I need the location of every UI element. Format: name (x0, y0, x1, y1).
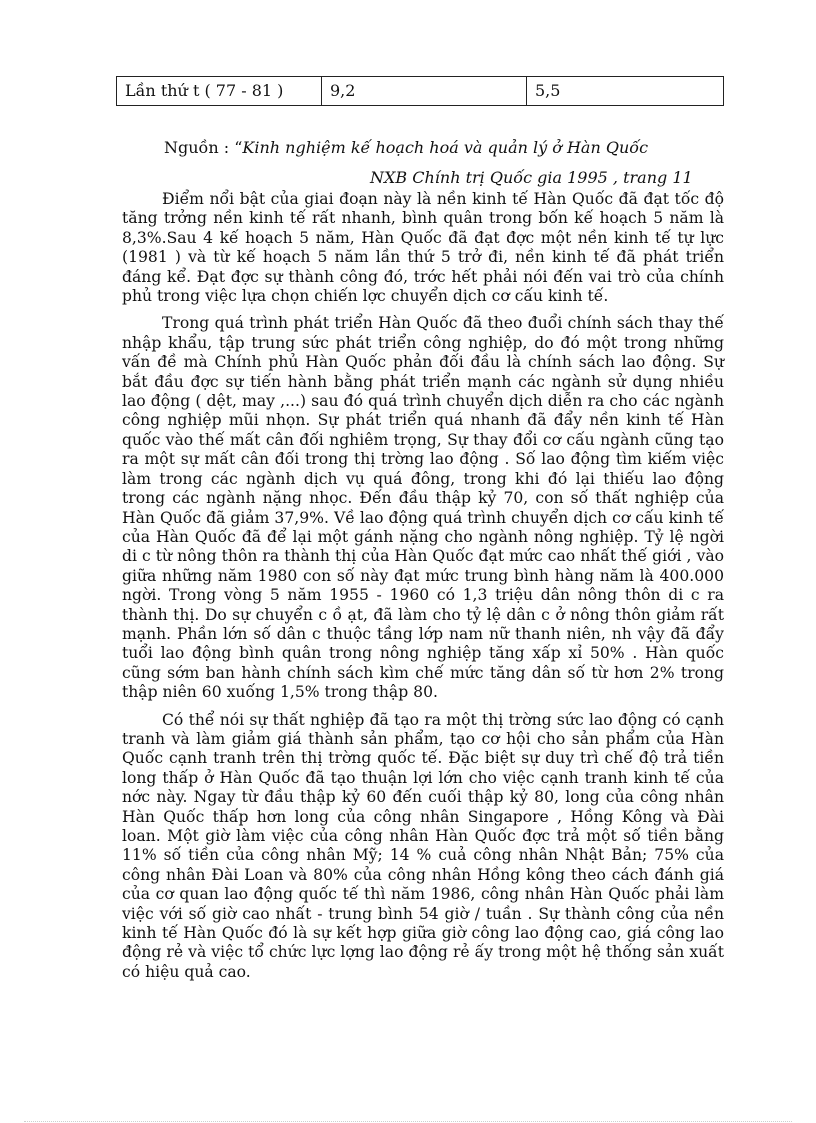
data-table (116, 76, 724, 106)
source-publisher-text: NXB Chính trị Quốc gia 1995 , trang 11 (370, 168, 693, 187)
table-cell-period: Lần thứ t ( 77 - 81 ) (117, 77, 322, 106)
page-bottom-divider (24, 1121, 792, 1122)
table-row (117, 77, 724, 106)
paragraph-1: Điểm nổi bật của giai đoạn này là nền kinh tế Hàn Quốc đã đạt tốc độ tăng trởng nền kinh tế rất nhanh, bình quân trong bốn kế hoạch 5 năm là 8,3%.Sau 4 kế hoạch 5 năm, Hàn Quốc đã đạt đợc một nền kinh tế tự lực (1981 ) và từ kế hoạch 5 năm lần thứ 5 trở đi, nền kinh tế đã phát triển đáng kể. Đạt đợc sự thành công đó, trớc hết phải nói đến vai trò của chính phủ trong việc lựa chọn chiến lợc chuyển dịch cơ cấu kinh tế. (122, 190, 724, 306)
table-cell-value-2: 5,5 (527, 77, 724, 106)
body-text (122, 190, 724, 990)
paragraph-3: Có thể nói sự thất nghiệp đã tạo ra một thị trờng sức lao động có cạnh tranh và làm giảm giá thành sản phẩm, tạo cơ hội cho sản phẩm của Hàn Quốc cạnh tranh trên thị trờng quốc tế. Đặc biệt sự duy trì chế độ trả tiền long thấp ở Hàn Quốc đã tạo thuận lợi lớn cho việc cạnh tranh kinh tế của nớc này. Ngay từ đầu thập kỷ 60 đến cuối thập kỷ 80, long của công nhân Hàn Quốc thấp hơn long của công nhân Singapore , Hồng Kông và Đài loan. Một giờ làm việc của công nhân Hàn Quốc đợc trả một số tiền bằng 11% số tiền của công nhân Mỹ; 14 % cuả công nhân Nhật Bản; 75% của công nhân Đài Loan và 80% của công nhân Hồng kông theo cách đánh giá của cơ quan lao động quốc tế thì năm 1986, công nhân Hàn Quốc phải làm việc với số giờ cao nhất - trung bình 54 giờ / tuần . Sự thành công của nền kinh tế Hàn Quốc đó là sự kết hợp giữa giờ công lao động cao, giá công lao động rẻ và việc tổ chức lực lợng lao động rẻ ấy trong một hệ thống sản xuất có hiệu quả cao. (122, 710, 724, 981)
source-title: Kinh nghiệm kế hoạch hoá và quản lý ở Hàn Quốc (242, 138, 649, 157)
paragraph-2: Trong quá trình phát triển Hàn Quốc đã theo đuổi chính sách thay thế nhập khẩu, tập trung sức phát triển công nghiệp, do đó một trong những vấn đề mà Chính phủ Hàn Quốc phản đối đầu là chính sách lao động. Sự bắt đầu đợc sự tiến hành bằng phát triển mạnh các ngành sử dụng nhiều lao động ( dệt, may ,...) sau đó quá trình chuyển dịch diễn ra cho các ngành công nghiệp mũi nhọn. Sự phát triển quá nhanh đã đẩy nền kinh tế Hàn quốc vào thế mất cân đối nghiêm trọng, Sự thay đổi cơ cấu ngành cũng tạo ra một sự mất cân đối trong thị trờng lao động . Số lao động tìm kiếm việc làm trong các ngành dịch vụ quá đông, trong khi đó lại thiếu lao động trong các ngành nặng nhọc. Đến đầu thập kỷ 70, con số thất nghiệp của Hàn Quốc đã giảm 37,9%. Về lao động quá trình chuyển dịch cơ cấu kinh tế của Hàn Quốc đã để lại một gánh nặng cho ngành nông nghiệp. Tỷ lệ ngời di c từ nông thôn ra thành thị của Hàn Quốc đạt mức cao nhất thế giới , vào giữa những năm 1980 con số này đạt mức trung bình hàng năm là 400.000 ngời. Trong vòng 5 năm 1955 - 1960 có 1,3 triệu dân nông thôn di c ra thành thị. Do sự chuyển c ồ ạt, đã làm cho tỷ lệ dân c ở nông thôn giảm rất mạnh. Phần lớn số dân c thuộc tầng lớp nam nữ thanh niên, nh vậy đã đẩy tuổi lao động bình quân trong nông nghiệp tăng xấp xỉ 50% . Hàn quốc cũng sớm ban hành chính sách kìm chế mức tăng dân số từ hơn 2% trong thập niên 60 xuống 1,5% trong thập 80. (122, 314, 724, 702)
source-label: Nguồn : “ (164, 138, 243, 157)
source-publisher (370, 168, 693, 187)
source-citation (164, 138, 648, 157)
table-cell-value-1: 9,2 (322, 77, 527, 106)
